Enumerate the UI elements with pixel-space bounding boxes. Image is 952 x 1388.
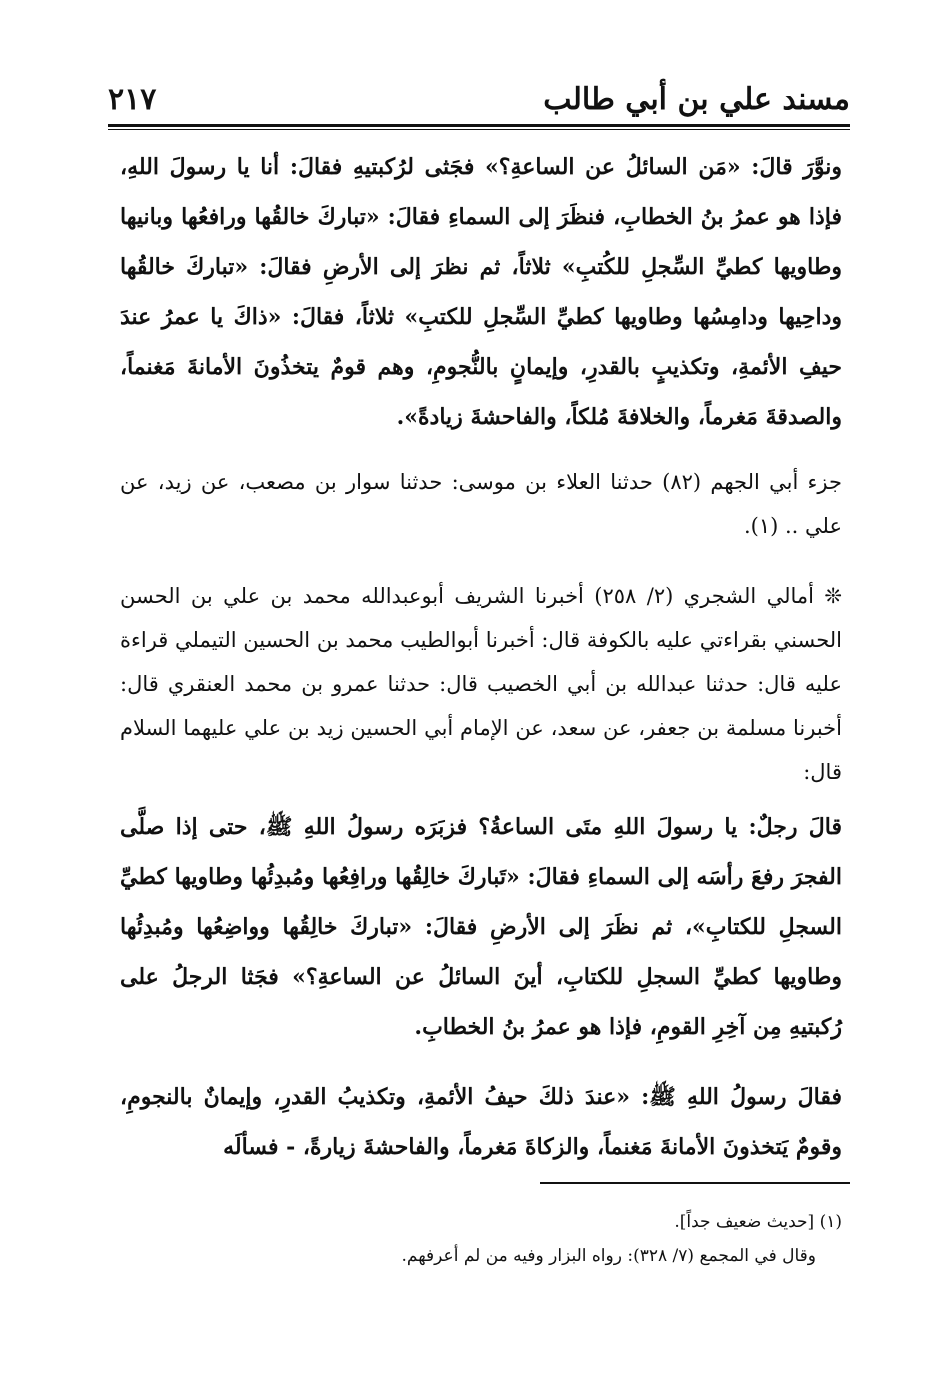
- footnote-rule: [540, 1182, 850, 1184]
- paragraph-1: ونوَّرَ قالَ: «مَن السائلُ عن الساعةِ؟» فجَثى لرُكبتيهِ فقالَ: أنا يا رسولَ اللهِ، فإذا هو عمرُ بنُ الخطابِ، فنظَرَ إلى السماءِ فقالَ: «تباركَ خالقُها ورافعُها وبانيها وطاويها كطيِّ السِّجلِ للكُتبِ» ثلاثاً، ثم نظرَ إلى الأرضِ فقالَ: «تباركَ خالقُها وداحِيها ودامِسُها وطاويها كطيِّ السِّجلِ للكتبِ» ثلاثاً، فقالَ: «ذاكَ يا عمرُ عندَ حيفِ الأئمةِ، وتكذيبٍ بالقدرِ، وإيمانٍ بالنُّجومِ، وهم قومٌ يتخذُونَ الأمانةَ مَغنماً، والصدقةَ مَغرماً، والخلافةَ مُلكاً، والفاحشةَ زيادةً».: [120, 154, 842, 430]
- page-number: ٢١٧: [108, 82, 157, 117]
- header-rule-thin: [108, 129, 850, 130]
- header-rule: [108, 124, 850, 127]
- running-title: مسند علي بن أبي طالب: [543, 82, 850, 117]
- paragraph-2: جزء أبي الجهم (٨٢) حدثنا العلاء بن موسى: حدثنا سوار بن مصعب، عن زيد، عن علي .. (١).: [120, 470, 842, 538]
- paragraph-3: ❊ أمالي الشجري (٢/ ٢٥٨) أخبرنا الشريف أبوعبدالله محمد بن علي بن الحسن الحسني بقراءتي عليه بالكوفة قال: أخبرنا أبوالطيب محمد بن الحسين التيملي قراءة عليه قال: حدثنا عبدالله بن أبي الخصيب قال: حدثنا عمرو بن محمد العنقري قال: أخبرنا مسلمة بن جعفر، عن سعد، عن الإمام أبي الحسين زيد بن علي عليهما السلام قال:: [120, 584, 843, 784]
- paragraph-5: فقالَ رسولُ اللهِ ﷺ: «عندَ ذلكَ حيفُ الأئمةِ، وتكذيبُ القدرِ، وإيمانٌ بالنجومِ، وقومٌ يَتخذونَ الأمانةَ مَغنماً، والزكاةَ مَغرماً، والفاحشةَ زيارةً، - فسألَه: [120, 1084, 842, 1160]
- paragraph-4: قالَ رجلٌ: يا رسولَ اللهِ متَى الساعةُ؟ فزبَرَه رسولُ اللهِ ﷺ، حتى إذا صلَّى الفجرَ رفعَ رأسَه إلى السماءِ فقالَ: «تَباركَ خالِقُها ورافِعُها ومُبدِئُها وطاويها كطيِّ السجلِ للكتابِ»، ثم نظَرَ إلى الأرضِ فقالَ: «تباركَ خالِقُها وواضِعُها ومُبدِئُها وطاويها كطيِّ السجلِ للكتابِ، أينَ السائلُ عن الساعةِ؟» فجَثا الرجلُ على رُكبتيهِ مِن آخِرِ القومِ، فإذا هو عمرُ بنُ الخطابِ.: [120, 814, 842, 1040]
- page-header: [108, 78, 850, 122]
- footnote-2: وقال في المجمع (٧/ ٣٢٨): رواه البزار وفيه من لم أعرفهم.: [401, 1246, 816, 1266]
- footnote-1: (١) [حديث ضعيف جداً].: [674, 1212, 842, 1232]
